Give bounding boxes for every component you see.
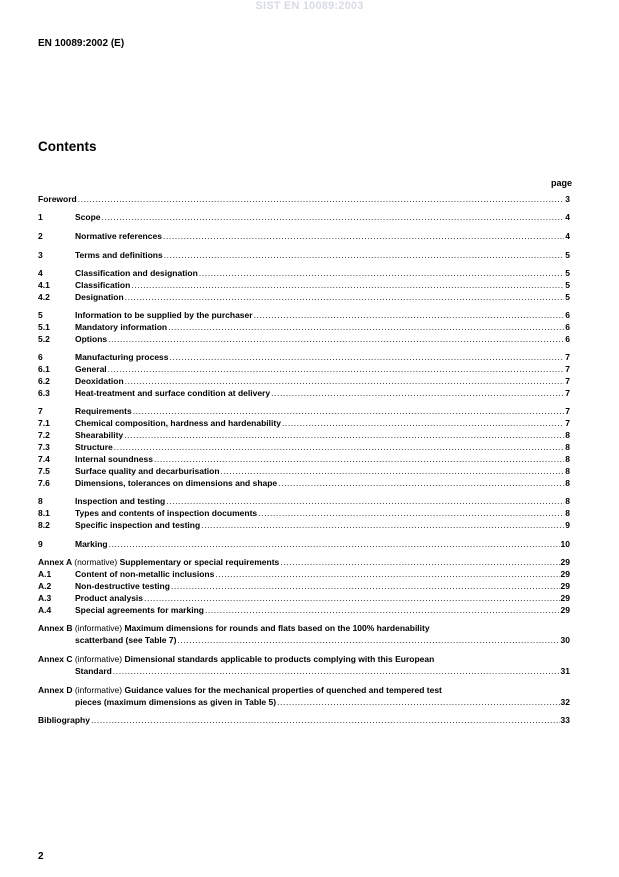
annex-label: Annex D <box>38 685 73 695</box>
toc-entry-8-1[interactable] <box>38 508 570 519</box>
dot-leader <box>254 310 565 321</box>
toc-title: Types and contents of inspection documents <box>75 508 258 518</box>
toc-page: 6 <box>565 322 570 332</box>
dot-leader <box>108 334 564 345</box>
dot-leader <box>102 212 565 223</box>
annex-type: (informative) <box>74 623 123 633</box>
toc-number: 5 <box>38 310 43 320</box>
toc-page: 31 <box>560 666 570 676</box>
toc-title: Dimensions, tolerances on dimensions and shape <box>75 478 278 488</box>
toc-number: A.4 <box>38 605 52 615</box>
toc-title: Options <box>75 334 108 344</box>
toc-page: 8 <box>565 478 570 488</box>
toc-entry-6-1[interactable] <box>38 364 570 375</box>
toc-number: 5.2 <box>38 334 50 344</box>
toc-entry-7-3[interactable] <box>38 442 570 453</box>
dot-leader <box>144 593 560 604</box>
toc-title: Normative references <box>75 231 162 241</box>
toc-page: 6 <box>565 334 570 344</box>
dot-leader <box>125 292 565 303</box>
toc-title: Mandatory information <box>75 322 168 332</box>
toc-title: Manufacturing process <box>75 352 169 362</box>
toc-title: Classification <box>75 280 131 290</box>
toc-entry-7[interactable] <box>38 406 570 417</box>
annex-type: (informative) <box>74 654 123 664</box>
toc-title: Chemical composition, hardness and hardenability <box>75 418 281 428</box>
annex-title: Maximum dimensions for rounds and flats based on the 100% hardenability <box>124 623 430 633</box>
toc-entry-6-3[interactable] <box>38 388 570 399</box>
dot-leader <box>166 496 564 507</box>
annex-label: Annex C <box>38 654 73 664</box>
toc-entry-annex-d[interactable] <box>38 697 570 708</box>
toc-entry-foreword[interactable] <box>38 194 570 205</box>
toc-page: 7 <box>565 406 570 416</box>
toc-page: 8 <box>565 430 570 440</box>
toc-title: Classification and designation <box>75 268 198 278</box>
toc-entry-8-2[interactable] <box>38 520 570 531</box>
page-title: Contents <box>38 139 97 154</box>
toc-title: Internal soundness <box>75 454 153 464</box>
toc-page: 5 <box>565 292 570 302</box>
page-number: 2 <box>38 851 44 862</box>
toc-title: Inspection and testing <box>75 496 166 506</box>
toc-entry-2[interactable] <box>38 231 570 242</box>
toc-entry-5-1[interactable] <box>38 322 570 333</box>
toc-entry-5-2[interactable] <box>38 334 570 345</box>
toc-entry-8[interactable] <box>38 496 570 507</box>
dot-leader <box>154 454 564 465</box>
dot-leader <box>163 231 564 242</box>
dot-leader <box>201 520 564 531</box>
toc-page: 10 <box>560 539 570 549</box>
toc-number: 8.2 <box>38 520 50 530</box>
dot-leader <box>164 250 565 261</box>
toc-number: 7.3 <box>38 442 50 452</box>
toc-page: 7 <box>565 388 570 398</box>
dot-leader <box>109 539 560 550</box>
toc-page: 5 <box>565 280 570 290</box>
toc-number: A.3 <box>38 593 52 603</box>
dot-leader <box>125 376 565 387</box>
toc-number: 7.2 <box>38 430 50 440</box>
dot-leader <box>282 418 564 429</box>
toc-title: Special agreements for marking <box>75 605 204 615</box>
dot-leader <box>280 557 559 568</box>
toc-number: 3 <box>38 250 43 260</box>
toc-title: Foreword <box>38 194 77 204</box>
toc-entry-annex-d-heading[interactable] <box>38 685 570 696</box>
toc-page: 29 <box>560 569 570 579</box>
dot-leader <box>278 478 564 489</box>
dot-leader <box>277 697 559 708</box>
toc-entry-4-1[interactable] <box>38 280 570 291</box>
toc-page: 29 <box>560 605 570 615</box>
dot-leader <box>221 466 565 477</box>
toc-entry-annex-c[interactable] <box>38 666 570 677</box>
toc-title: Marking <box>75 539 108 549</box>
toc-title: General <box>75 364 107 374</box>
toc-title: Specific inspection and testing <box>75 520 201 530</box>
toc-page: 4 <box>565 231 570 241</box>
toc-entry-3[interactable] <box>38 250 570 261</box>
toc-title: Non-destructive testing <box>75 581 170 591</box>
toc-number: 8.1 <box>38 508 50 518</box>
document-id: EN 10089:2002 (E) <box>38 38 125 49</box>
toc-title: Information to be supplied by the purchaser <box>75 310 253 320</box>
toc-entry-annex-b-heading[interactable] <box>38 623 570 634</box>
dot-leader <box>170 352 565 363</box>
dot-leader <box>205 605 560 616</box>
dot-leader <box>271 388 564 399</box>
dot-leader <box>131 280 564 291</box>
toc-page: 29 <box>560 581 570 591</box>
toc-number: 4 <box>38 268 43 278</box>
toc-entry-6-2[interactable] <box>38 376 570 387</box>
toc-page: 6 <box>565 310 570 320</box>
toc-number: 7.5 <box>38 466 50 476</box>
toc-number: A.2 <box>38 581 52 591</box>
toc-number: 6.1 <box>38 364 50 374</box>
toc-number: 4.1 <box>38 280 50 290</box>
toc-title: Terms and definitions <box>75 250 163 260</box>
toc-entry-4[interactable] <box>38 268 570 279</box>
toc-page: 29 <box>560 557 570 567</box>
toc-page: 8 <box>565 454 570 464</box>
toc-number: A.1 <box>38 569 52 579</box>
dot-leader <box>171 581 560 592</box>
toc-entry-1[interactable] <box>38 212 570 223</box>
toc-title: Requirements <box>75 406 132 416</box>
toc-page: 5 <box>565 250 570 260</box>
watermark: SIST EN 10089:2003 <box>255 0 364 12</box>
toc-entry-7-2[interactable] <box>38 430 570 441</box>
dot-leader <box>78 194 565 205</box>
toc-page: 5 <box>565 268 570 278</box>
toc-number: 7.4 <box>38 454 50 464</box>
toc-number: 8 <box>38 496 43 506</box>
dot-leader <box>114 442 564 453</box>
toc-number: 5.1 <box>38 322 50 332</box>
toc-entry-6[interactable] <box>38 352 570 363</box>
toc-number: 4.2 <box>38 292 50 302</box>
page-column-label: page <box>550 178 572 188</box>
toc-number: 7.1 <box>38 418 50 428</box>
toc-entry-a-4[interactable] <box>38 605 570 616</box>
toc-entry-4-2[interactable] <box>38 292 570 303</box>
toc-page: 33 <box>560 715 570 725</box>
toc-number: 7.6 <box>38 478 50 488</box>
dot-leader <box>199 268 564 279</box>
toc-entry-bibliography[interactable] <box>38 715 570 726</box>
annex-title: Dimensional standards applicable to products complying with this European <box>124 654 435 664</box>
toc-page: 7 <box>565 376 570 386</box>
toc-number: 6 <box>38 352 43 362</box>
toc-entry-5[interactable] <box>38 310 570 321</box>
toc-title: Heat-treatment and surface condition at delivery <box>75 388 271 398</box>
dot-leader <box>113 666 560 677</box>
annex-type: (normative) <box>74 557 118 567</box>
dot-leader <box>168 322 564 333</box>
dot-leader <box>215 569 559 580</box>
annex-label: Annex B <box>38 623 73 633</box>
toc-title: Shearability <box>75 430 124 440</box>
toc-page: 9 <box>565 520 570 530</box>
toc-number: 2 <box>38 231 43 241</box>
toc-entry-annex-c-heading[interactable] <box>38 654 570 665</box>
dot-leader <box>108 364 565 375</box>
toc-page: 8 <box>565 496 570 506</box>
annex-label: Annex A <box>38 557 72 567</box>
toc-entry-7-6[interactable] <box>38 478 570 489</box>
toc-title: Scope <box>75 212 101 222</box>
toc-page: 4 <box>565 212 570 222</box>
toc-title: scatterband (see Table 7) <box>75 635 177 645</box>
dot-leader <box>258 508 564 519</box>
toc-title: Standard <box>75 666 112 676</box>
annex-type: (informative) <box>74 685 123 695</box>
toc-page: 8 <box>565 442 570 452</box>
toc-entry-a-1[interactable] <box>38 569 570 580</box>
dot-leader <box>91 715 560 726</box>
toc-title <box>38 557 279 568</box>
toc-entry-7-5[interactable] <box>38 466 570 477</box>
toc-page: 7 <box>565 364 570 374</box>
toc-entry-7-4[interactable] <box>38 454 570 465</box>
dot-leader <box>133 406 565 417</box>
toc-entry-annex-b[interactable] <box>38 635 570 646</box>
toc-title: Content of non-metallic inclusions <box>75 569 215 579</box>
toc-number: 7 <box>38 406 43 416</box>
toc-page: 29 <box>560 593 570 603</box>
annex-title: Guidance values for the mechanical properties of quenched and tempered test <box>124 685 442 695</box>
toc-title: Structure <box>75 442 113 452</box>
toc-number: 6.2 <box>38 376 50 386</box>
toc-page: 8 <box>565 508 570 518</box>
toc-entry-7-1[interactable] <box>38 418 570 429</box>
toc-page: 8 <box>565 466 570 476</box>
toc-title: Designation <box>75 292 124 302</box>
toc-entry-a-3[interactable] <box>38 593 570 604</box>
toc-number: 6.3 <box>38 388 50 398</box>
toc-page: 7 <box>565 352 570 362</box>
toc-page: 7 <box>565 418 570 428</box>
toc-page: 32 <box>560 697 570 707</box>
toc-entry-a-2[interactable] <box>38 581 570 592</box>
toc-title: Product analysis <box>75 593 144 603</box>
dot-leader <box>177 635 559 646</box>
annex-title: Supplementary or special requirements <box>119 557 280 567</box>
toc-entry-annex-a[interactable] <box>38 557 570 568</box>
toc-number: 9 <box>38 539 43 549</box>
toc-entry-9[interactable] <box>38 539 570 550</box>
toc-page: 30 <box>560 635 570 645</box>
toc-title: Surface quality and decarburisation <box>75 466 220 476</box>
toc-number: 1 <box>38 212 43 222</box>
toc-title: Bibliography <box>38 715 90 725</box>
toc-page: 3 <box>565 194 570 204</box>
dot-leader <box>124 430 564 441</box>
toc-title: Deoxidation <box>75 376 124 386</box>
toc-title: pieces (maximum dimensions as given in Table 5) <box>75 697 277 707</box>
